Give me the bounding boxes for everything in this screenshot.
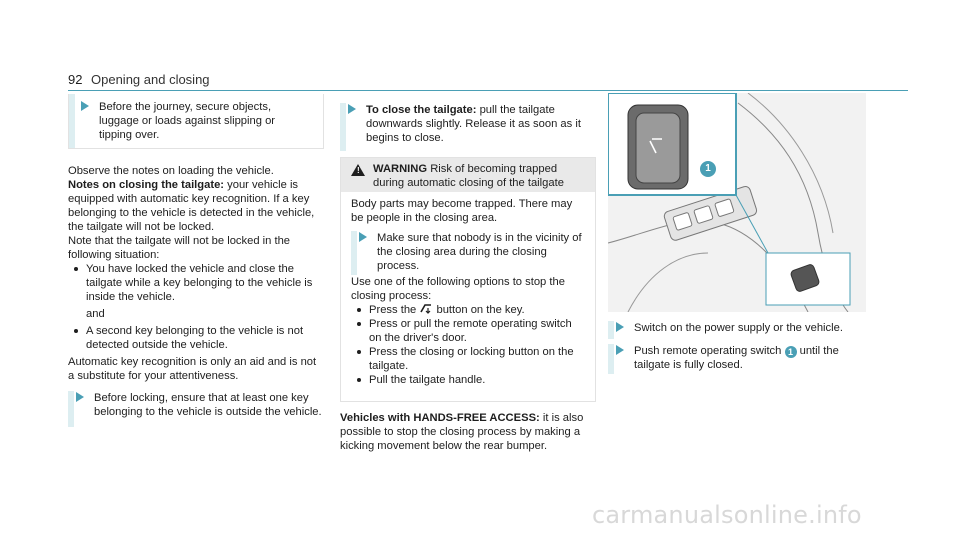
warning-label: WARNING <box>373 163 428 175</box>
handsfree-heading: Vehicles with HANDS-FREE ACCESS: <box>340 412 540 424</box>
notes-heading: Notes on closing the tailgate: <box>68 179 225 191</box>
list-item: Press the closing or locking button on the tailgate. <box>351 345 587 373</box>
list-item: Pull the tailgate handle. <box>351 373 587 387</box>
bullet-secure-objects: Before the journey, secure objects, luggage or loads against slipping or tipping over. <box>73 100 309 142</box>
warning-body: Body parts may become trapped. There may be people in the closing area. <box>351 198 573 224</box>
bullet-arrow-icon <box>76 392 84 402</box>
bullet-arrow-icon <box>348 104 356 114</box>
tailgate-key-icon <box>419 303 433 314</box>
observe-text: Observe the notes on loading the vehicle. <box>68 165 274 177</box>
bullet-before-locking: Before locking, ensure that at least one key belonging to the vehicle is outside the vehicle. <box>68 391 324 427</box>
bullet-power-supply: Switch on the power supply or the vehicle. <box>608 321 866 339</box>
bullet-arrow-icon <box>81 101 89 111</box>
warning-header <box>341 158 595 192</box>
bullet-arrow-icon <box>616 322 624 332</box>
list-item: Press the button on the key. <box>351 303 587 317</box>
note-intro: Note that the tailgate will not be locked in the following situation: <box>68 235 291 261</box>
bullet-push-switch: Push remote operating switch 1 until the tailgate is fully closed. <box>608 344 866 374</box>
warning-bullet: Make sure that nobody is in the vicinity of the closing area during the closing process. <box>351 231 587 273</box>
door-switch-illustration <box>608 93 866 312</box>
column-1 <box>68 164 324 427</box>
bullet-arrow-icon <box>359 232 367 242</box>
auto-recognition-text: Automatic key recognition is only an aid and is not a substitute for your attentiveness. <box>68 356 317 382</box>
list-item: Press or pull the remote operating switch on the driver's door. <box>351 317 587 345</box>
list-item: A second key belonging to the vehicle is not detected outside the vehicle. <box>68 324 324 352</box>
page-number: 92 <box>68 72 83 87</box>
callout-1-icon: 1 <box>700 161 716 177</box>
watermark: carmanualsonline.info <box>592 501 862 529</box>
callout-1-icon: 1 <box>785 346 797 358</box>
header-divider <box>68 90 908 91</box>
notes-paragraph: Notes on closing the tailgate: your vehicle is equipped with automatic key recognition. If a key belonging to the vehicle is detected in the vehicle, the tailgate will not be locked. <box>68 179 315 233</box>
page-section-title: Opening and closing <box>91 72 210 87</box>
close-heading: To close the tailgate: <box>366 104 477 116</box>
caution-box <box>68 94 324 149</box>
bullet-arrow-icon <box>616 345 624 355</box>
close-tailgate-step: To close the tailgate: pull the tailgate downwards slightly. Release it as soon as it begins to close. <box>340 103 596 151</box>
and-text: and <box>86 308 105 320</box>
warning-title: Risk of becoming trapped during automatic closing of the tailgate <box>373 163 564 189</box>
warning-box <box>340 157 596 402</box>
door-panel-drawing <box>608 93 866 312</box>
handsfree-paragraph: Vehicles with HANDS-FREE ACCESS: it is also possible to stop the closing process by making a kicking movement below the rear bumper. <box>340 412 584 452</box>
options-intro: Use one of the following options to stop the closing process: <box>351 276 565 302</box>
warning-triangle-icon: ! <box>351 164 365 176</box>
list-item: You have locked the vehicle and close the tailgate while a key belonging to the vehicle is inside the vehicle. <box>68 262 324 304</box>
